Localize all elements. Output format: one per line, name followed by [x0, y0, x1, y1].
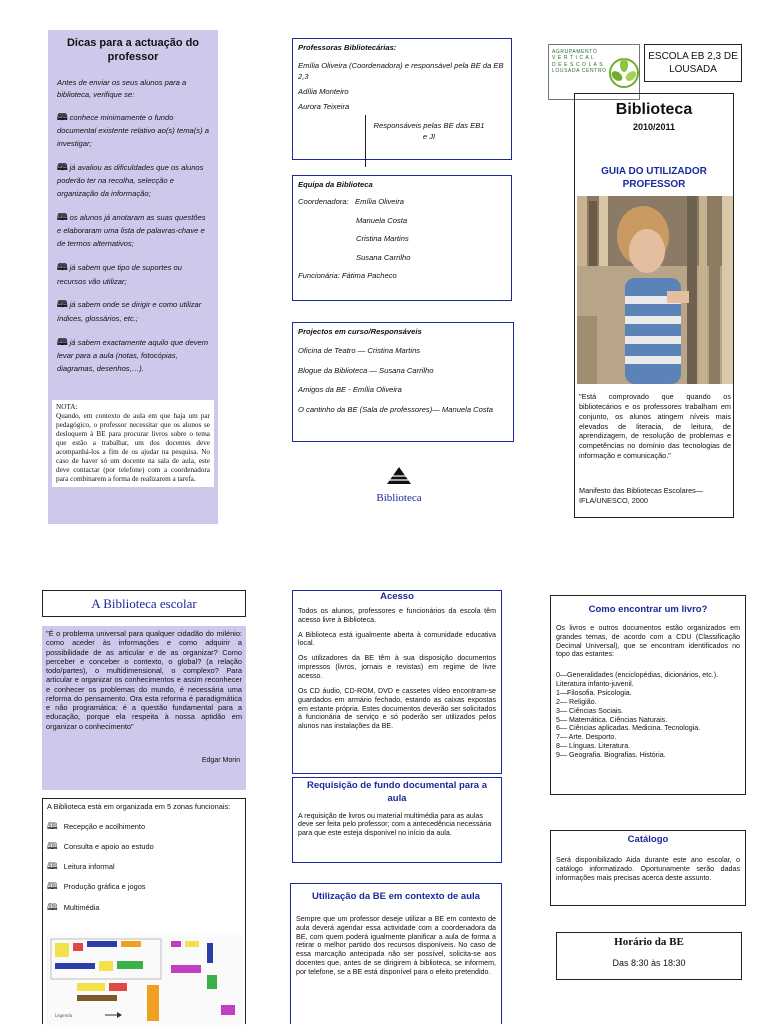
- morin-quote-box: [42, 626, 246, 790]
- books-bullet-icon: 🕮: [57, 299, 67, 310]
- acesso-paragraph: Todos os alunos, professores e funcionários da escola têm acesso livre à Biblioteca.: [298, 606, 496, 624]
- como-intro: Os livros e outros documentos estão organizados em grandes temas, de acordo com a CDU (Classificação Decimal Universal), que se encontram identificados no topo das estantes:: [556, 623, 740, 659]
- zonas-box: [42, 798, 246, 1024]
- cdu-class-item: 8— Línguas. Literatura.: [556, 742, 631, 751]
- equipa-title: Equipa da Biblioteca: [298, 180, 373, 189]
- zona-item: 🕮 Produção gráfica e jogos: [47, 881, 146, 892]
- zona-item: 🕮 Multimédia: [47, 901, 100, 912]
- projecto-item: Blogue da Biblioteca — Susana Carrilho: [298, 365, 434, 375]
- como-title: Como encontrar um livro?: [588, 604, 708, 615]
- acesso-paragraph: Os CD áudio, CD-ROM, DVD e cassetes vídeo encontram-se guardados em armário fechado, estando as caixas expostas em estante própria. Estes documentos deverão ser solicitados à funcionária de serviço e só poderão ser utilizados pelos alunos nas instalações da BE.: [298, 686, 496, 731]
- projecto-item: Oficina de Teatro — Cristina Martins: [298, 346, 421, 356]
- books-bullet-icon: 🕮: [47, 840, 57, 851]
- equipa-box: [292, 175, 512, 301]
- professoras-box: [292, 38, 512, 160]
- utilizacao-box: [290, 883, 502, 1024]
- plan-legend-label: Legenda: [55, 1013, 73, 1018]
- leaf-logo-icon: [609, 51, 639, 95]
- cover-quote-source: Manifesto das Bibliotecas Escolares— IFLA/UNESCO, 2000: [579, 486, 704, 506]
- books-bullet-icon: 🕮: [57, 111, 67, 122]
- utilizacao-title: Utilização da BE em contexto de aula: [312, 891, 480, 902]
- cover-title: Biblioteca: [615, 101, 693, 118]
- cdu-class-item: 7— Arte. Desporto.: [556, 733, 617, 742]
- professora-line: Aurora Teixeira: [298, 102, 350, 112]
- projecto-item: O cantinho da BE (Sala de professores)— Manuela Costa: [298, 404, 494, 414]
- student-library-photo: [577, 196, 733, 384]
- zona-item: 🕮 Leitura informal: [47, 861, 115, 872]
- acesso-paragraph: A Biblioteca está igualmente aberta à comunidade educativa local.: [298, 630, 496, 648]
- cdu-class-item: 0—Generalidades (enciclopédias, dicionários, etc.). Literatura infanto-juvenil.: [556, 671, 719, 689]
- nota-box: [52, 400, 214, 487]
- biblioteca-logo: [364, 466, 434, 506]
- nota-text: Quando, em contexto de aula em que haja um par pedagógico, o professor necessitar que os alunos se desloquem à BE para procurar livros sobre o tema que estão a trabalhar, um dos docentes deve acompanhá-los a fim de os ajudar na pesquisa. No caso de haver só um docente na sala de aula, este deve contactar (por telefone) com a coordenadora para combinarem a forma de realizarem a tarefa.: [56, 412, 210, 483]
- como-encontrar-box: [550, 595, 746, 795]
- equipa-funcionaria: Funcionária: Fátima Pacheco: [298, 271, 397, 281]
- tip-item: 🕮 os alunos já anotaram as suas questões e elaboraram uma lista de palavras-chave e de termos alternativos;: [57, 212, 206, 249]
- tips-title: Dicas para a actuação do professor: [66, 37, 200, 64]
- books-bullet-icon: 🕮: [57, 212, 67, 223]
- horario-box: [556, 932, 742, 980]
- book-stack-icon: [384, 466, 414, 486]
- cdu-class-item: 1—Filosofia. Psicologia.: [556, 689, 632, 698]
- divider: [365, 115, 366, 167]
- tip-item: 🕮 já avaliou as dificuldades que os alunos poderão ter na recolha, selecção e organização da informação;: [57, 161, 204, 199]
- tip-item: 🕮 conhece minimamente o fundo documental existente relativo ao(s) tema(s) a investigar;: [57, 111, 209, 149]
- equipa-member: Cristina Martins: [356, 234, 409, 244]
- tip-item: 🕮 já sabem onde se dirigir e como utilizar índices, glossários, etc.;: [57, 299, 202, 323]
- tip-item: 🕮 já sabem exactamente aquilo que devem levar para a aula (notas, fotocópias, diagramas, desenhos,…).: [57, 336, 209, 373]
- acesso-paragraph: Os utilizadores da BE têm à sua disposição documentos impressos (livros, jornais e revistas) em regime de livre acesso.: [298, 654, 496, 681]
- acesso-title: Acesso: [380, 591, 414, 602]
- catalogo-title: Catálogo: [627, 834, 669, 845]
- books-bullet-icon: 🕮: [57, 262, 67, 273]
- projectos-box: [292, 322, 514, 442]
- projecto-item: Amigos da BE - Emília Oliveira: [298, 385, 402, 395]
- nota-title: NOTA:: [56, 403, 78, 411]
- quote-author: Edgar Morin: [201, 757, 240, 765]
- projectos-title: Projectos em curso/Responsáveis: [298, 327, 422, 336]
- cover-panel: [574, 93, 734, 518]
- cdu-class-item: 5— Matemática. Ciências Naturais.: [556, 715, 668, 724]
- equipa-member: Manuela Costa: [356, 215, 408, 225]
- professora-line: Adília Monteiro: [298, 87, 349, 97]
- cover-year: 2010/2011: [632, 122, 676, 132]
- acesso-box: [292, 590, 502, 774]
- zona-item: 🕮 Recepção e acolhimento: [47, 820, 146, 831]
- tip-item: 🕮 já sabem que tipo de suportes ou recursos vão utilizar;: [57, 262, 182, 286]
- cover-quote: "Está comprovado que quando os bibliotecários e os professores trabalham em conjunto, os alunos atingem níveis mais elevados de literacia, de leitura, de aprendizagem, de resolução de problemas e competências no domínio das tecnologias de informação e comunicação.": [579, 392, 731, 461]
- floor-plan-image: [47, 935, 243, 1025]
- agrupamento-text: AGRUPAMENTO V E R T I C A L D E E S C O L A S LOUSADA CENTRO: [552, 49, 607, 74]
- equipa-member: Susana Carrilho: [356, 252, 411, 262]
- cdu-class-item: 2— Religião.: [556, 697, 597, 706]
- professoras-title: Professoras Bibliotecárias:: [298, 43, 397, 52]
- escola-name: ESCOLA EB 2,3 DE LOUSADA: [644, 44, 742, 82]
- books-bullet-icon: 🕮: [47, 901, 57, 912]
- logo-text: Biblioteca: [376, 492, 422, 504]
- horario-value: Das 8:30 às 18:30: [612, 957, 686, 968]
- cover-guide-title: GUIA DO UTILIZADOR PROFESSOR: [601, 166, 707, 191]
- utilizacao-text: Sempre que um professor deseje utilizar a BE em contexto de aula deverá agendar essa actividade com a coordenadora da BE, com quem poderá igualmente planificar a aula de forma a retirar o melhor partido dos recursos disponíveis. No caso de essa marcação antecipada não ser possível, solicita-se aos docentes que, antes de se dirigirem à biblioteca, se informem, por telefone, se a BE está disponível para o efeito pretendido.: [296, 914, 496, 977]
- requisicao-box: [292, 777, 502, 863]
- cdu-class-item: 3— Ciências Sociais.: [556, 706, 624, 715]
- equipa-coordenadora: Coordenadora: Emília Oliveira: [298, 197, 404, 207]
- zona-item: 🕮 Consulta e apoio ao estudo: [47, 840, 154, 851]
- requisicao-text: A requisição de livros ou material multimédia para as aulas deve ser feita pelo professor; com a antecedência necessária para que este esteja disponível no início da aula.: [298, 811, 492, 838]
- cdu-class-item: 9— Geografia. Biografias. História.: [556, 751, 666, 760]
- catalogo-text: Será disponibilizado Aida durante este ano escolar, o catálogo informatizado. Oportunamente serão dadas informações mais precisas acerca deste assunto.: [556, 855, 740, 882]
- books-bullet-icon: 🕮: [57, 336, 67, 347]
- cdu-class-item: 6— Ciências aplicadas. Medicina. Tecnologia.: [556, 724, 701, 733]
- professora-line: Emília Oliveira (Coordenadora) e responsável pela BE da EB 2,3: [298, 61, 504, 82]
- horario-title: Horário da BE: [614, 936, 684, 948]
- requisicao-title: Requisição de fundo documental para a aula: [306, 780, 487, 804]
- tips-intro: Antes de enviar os seus alunos para a biblioteca, verifique se:: [57, 77, 187, 99]
- books-bullet-icon: 🕮: [47, 881, 57, 892]
- professoras-responsaveis: Responsáveis pelas BE das EB1 e JI: [373, 121, 485, 141]
- agrupamento-logo: [548, 44, 640, 100]
- zonas-intro: A Biblioteca está em organizada em 5 zonas funcionais:: [47, 802, 231, 811]
- books-bullet-icon: 🕮: [47, 861, 57, 872]
- books-bullet-icon: 🕮: [57, 161, 67, 172]
- books-bullet-icon: 🕮: [47, 820, 57, 831]
- catalogo-box: [550, 830, 746, 906]
- biblioteca-escolar-title: A Biblioteca escolar: [42, 590, 246, 617]
- morin-quote: "É o problema universal para qualquer cidadão do milénio: como aceder às informações e como adquirir a possibilidade de as articular e de as organizar? Como perceber e conceber o contexto, o global? (a relação todo/partes), o multidimensional, o complexo? Para articular e organizar os conhecimentos e assim reconhecer e conhecer os problemas do mundo, é necessária uma reforma do pensamento. Ora esta reforma é paradigmática e não programática: é a questão fundamental para a educação, porque ela respeita à nossa aptidão em organizar o conhecimento": [46, 629, 242, 731]
